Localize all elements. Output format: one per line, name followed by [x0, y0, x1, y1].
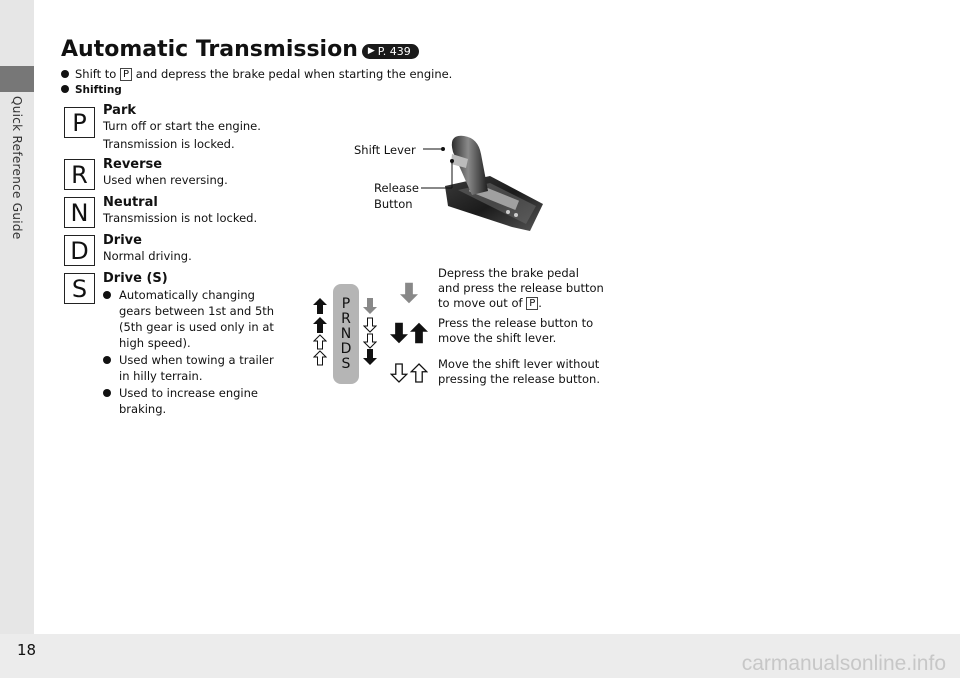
page-title-text: Automatic Transmission [61, 37, 358, 62]
solid-up-arrow-icon [313, 298, 327, 314]
legend-text-3 [438, 357, 600, 387]
solid-down-arrow-icon [363, 349, 377, 365]
shifting-heading: Shifting [75, 84, 122, 96]
outline-down-arrow-icon [363, 333, 377, 349]
gear-p-desc-2: Transmission is locked. [103, 137, 235, 151]
intro-line-2 [61, 84, 122, 96]
legend-outline-up-arrow-icon [410, 362, 428, 384]
legend-text-1: Depress the brake pedal and press the release button to move out of P . [438, 266, 604, 310]
gear-d-desc: Normal driving. [103, 249, 192, 263]
bullet-1-line-2: gears between 1st and 5th [119, 304, 275, 318]
intro-text-before: Shift to [75, 67, 117, 81]
page-title [61, 37, 419, 62]
legend-3-line-2: pressing the release button. [438, 372, 600, 386]
intro-line-1 [61, 67, 452, 81]
release-label-1: Release [374, 181, 419, 195]
bullet-1-line-3: (5th gear is used only in at [119, 320, 274, 334]
console-mark [506, 210, 510, 214]
reference-arrow-icon: ▶ [367, 46, 375, 56]
bullet-2-line-2: in hilly terrain. [119, 369, 203, 383]
outline-up-arrow-icon [313, 350, 327, 366]
bullet-icon [61, 85, 69, 93]
bullet-1-line-4: high speed). [119, 336, 191, 350]
gear-pattern-pill [333, 284, 359, 384]
pill-letter-d: D [340, 340, 352, 357]
gear-n-icon: N [64, 197, 95, 228]
solid-up-arrow-icon [313, 317, 327, 333]
legend-2-line-2: move the shift lever. [438, 331, 557, 345]
page-number: 18 [17, 641, 37, 659]
legend-3-line-1: Move the shift lever without [438, 357, 600, 371]
page-reference-label: P. 439 [377, 44, 411, 58]
gear-r-desc: Used when reversing. [103, 173, 228, 187]
grey-down-arrow-icon [363, 298, 377, 314]
console-mark [514, 213, 518, 217]
outline-down-arrow-icon [363, 317, 377, 333]
drive-s-bullet-3 [103, 385, 274, 417]
pill-letter-r: R [341, 310, 351, 327]
outline-up-arrow-icon [313, 334, 327, 350]
bullet-icon [103, 356, 111, 364]
drive-s-bullet-1 [103, 287, 274, 351]
key-p-box: P [526, 297, 538, 310]
legend-1-line-1: Depress the brake pedal [438, 266, 579, 280]
legend-outline-down-arrow-icon [390, 362, 408, 384]
gear-p-desc-1: Turn off or start the engine. [103, 119, 261, 133]
gear-d-title: Drive [103, 233, 142, 248]
legend-solid-down-arrow-icon [390, 322, 408, 344]
release-leader-dot [450, 159, 454, 163]
shift-lever-leader-dot [441, 147, 445, 151]
legend-text-2 [438, 316, 593, 346]
gear-n-desc: Transmission is not locked. [103, 211, 258, 225]
legend-2-line-1: Press the release button to [438, 316, 594, 330]
shift-lever-label: Shift Lever [354, 143, 416, 157]
legend-1-line-3: to move out of [438, 296, 523, 310]
legend-grey-down-arrow-icon [400, 282, 418, 304]
bullet-1-line-1: Automatically changing [119, 288, 255, 302]
drive-s-bullets [103, 287, 274, 418]
bullet-2-line-1: Used when towing a trailer [119, 353, 274, 367]
watermark: carmanualsonline.info [741, 652, 946, 675]
gear-d-icon: D [64, 235, 95, 266]
gear-p-icon: P [64, 107, 95, 138]
bullet-3-line-1: Used to increase engine [119, 386, 258, 400]
gear-n-title: Neutral [103, 195, 158, 210]
intro-text-after: and depress the brake pedal when starting the engine. [135, 67, 453, 81]
sidebar-section-tab [0, 66, 34, 92]
sidebar-label: Quick Reference Guide [10, 96, 24, 240]
drive-s-bullet-2 [103, 352, 274, 384]
bullet-icon [103, 291, 111, 299]
pill-letter-n: N [340, 325, 352, 342]
page-reference-badge[interactable] [362, 44, 419, 59]
bullet-3-line-2: braking. [119, 402, 167, 416]
gear-p-title: Park [103, 103, 137, 118]
pill-letter-p: P [341, 295, 351, 312]
gear-r-title: Reverse [103, 157, 163, 172]
legend-1-line-2: and press the release button [438, 281, 604, 295]
legend-solid-up-arrow-icon [410, 322, 428, 344]
gear-r-icon: R [64, 159, 95, 190]
bullet-icon [61, 70, 69, 78]
pill-letter-s: S [341, 355, 351, 372]
key-p-box: P [120, 68, 132, 81]
bullet-icon [103, 389, 111, 397]
release-label-2: Button [374, 197, 413, 211]
gear-s-icon: S [64, 273, 95, 304]
gear-s-title: Drive (S) [103, 271, 168, 286]
